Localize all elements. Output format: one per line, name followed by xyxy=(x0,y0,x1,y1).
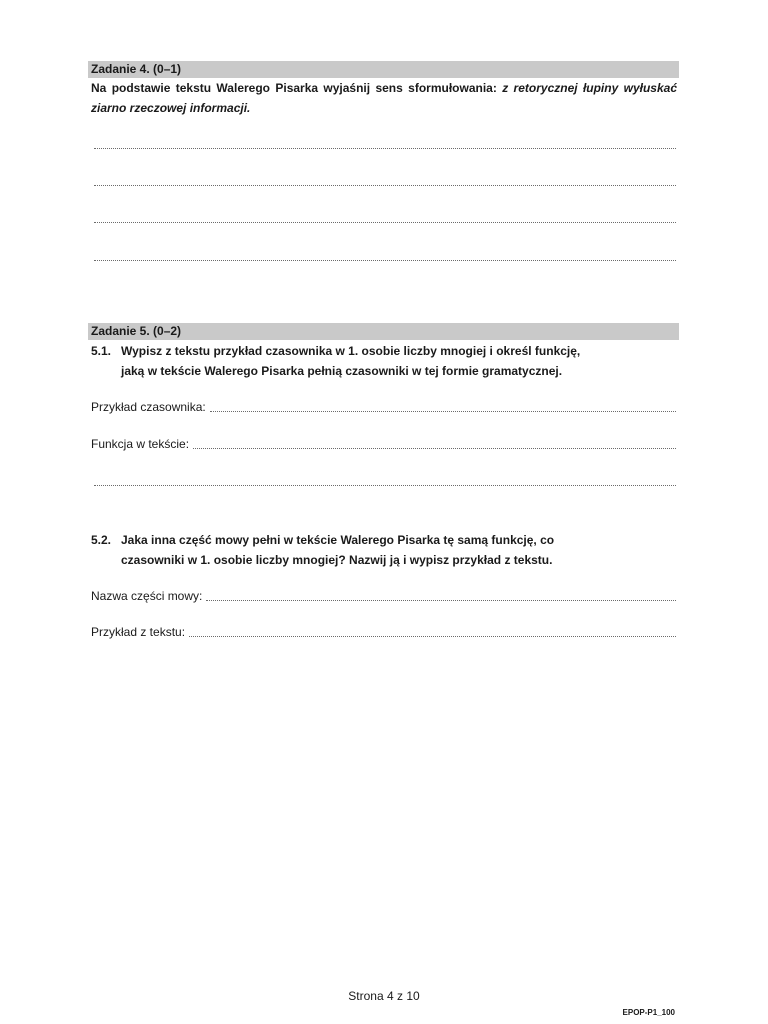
function-line[interactable] xyxy=(193,447,676,449)
page-number: Strona 4 z 10 xyxy=(348,989,420,1003)
task4-header: Zadanie 4. (0–1) xyxy=(88,61,679,78)
task4-question xyxy=(91,78,677,118)
answer-line-task4-3[interactable] xyxy=(94,221,676,223)
task5-2-example-field[interactable] xyxy=(91,624,676,640)
part-of-speech-label: Nazwa części mowy: xyxy=(91,589,203,603)
task5-1-function-field[interactable] xyxy=(91,436,676,452)
task4-question-quote: z retorycznej łupiny wyłuskać ziarno rzeczowej informacji. xyxy=(91,81,677,115)
task5-1-line1: Wypisz z tekstu przykład czasownika w 1. osobie liczby mnogiej i określ funkcję, xyxy=(121,344,581,358)
function-label: Funkcja w tekście: xyxy=(91,437,190,451)
task5-1-question xyxy=(91,341,677,381)
verb-example-label: Przykład czasownika: xyxy=(91,400,206,414)
answer-line-task4-1[interactable] xyxy=(94,147,676,149)
task5-2-line1: Jaka inna część mowy pełni w tekście Walerego Pisarka tę samą funkcję, co xyxy=(121,533,555,547)
task5-header: Zadanie 5. (0–2) xyxy=(88,323,679,340)
text-example-line[interactable] xyxy=(189,635,676,637)
task5-1-number: 5.1. xyxy=(91,344,112,358)
answer-line-task4-2[interactable] xyxy=(94,184,676,186)
answer-line-task5-1-extra[interactable] xyxy=(94,484,676,486)
verb-example-line[interactable] xyxy=(210,410,676,412)
task5-2-part-of-speech-field[interactable] xyxy=(91,588,676,604)
text-example-label: Przykład z tekstu: xyxy=(91,625,186,639)
task4-question-text: Na podstawie tekstu Walerego Pisarka wyjaśnij sens sformułowania: xyxy=(91,81,503,95)
task5-1-line2: jaką w tekście Walerego Pisarka pełnią czasowniki w tej formie gramatycznej. xyxy=(121,364,563,378)
task5-2-line2: czasowniki w 1. osobie liczby mnogiej? Nazwij ją i wypisz przykład z tekstu. xyxy=(121,553,553,567)
answer-line-task4-4[interactable] xyxy=(94,259,676,261)
exam-code: EPOP-P1_100 xyxy=(622,1008,675,1017)
task5-2-number: 5.2. xyxy=(91,533,112,547)
task5-1-verb-field[interactable] xyxy=(91,399,676,415)
task5-2-question xyxy=(91,530,677,570)
part-of-speech-line[interactable] xyxy=(206,599,676,601)
